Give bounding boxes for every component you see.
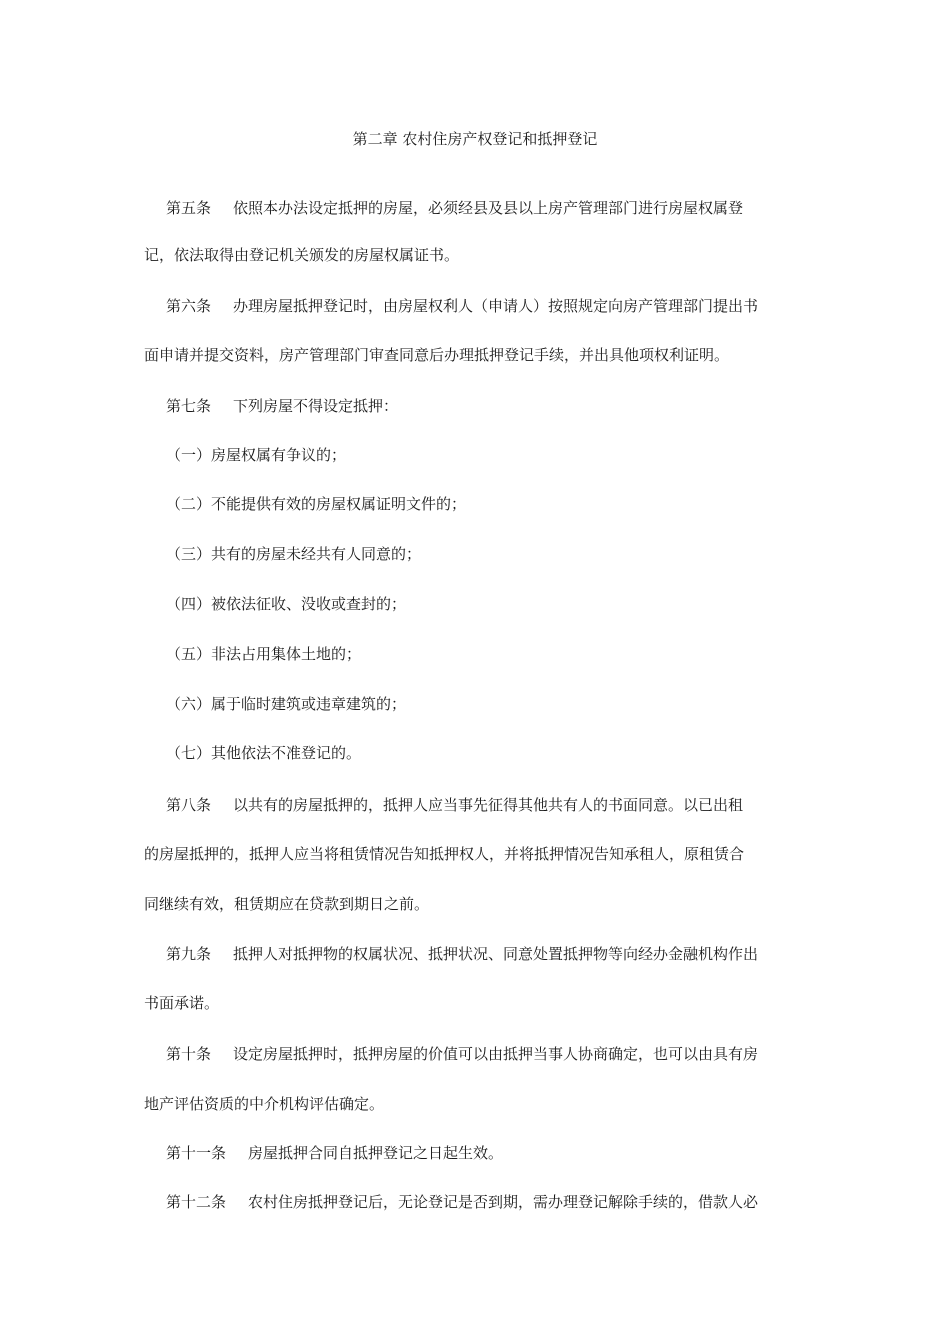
article-label: 第五条	[166, 199, 212, 217]
article-5-line-1	[166, 198, 743, 218]
list-item: （七）其他依法不准登记的。	[166, 744, 362, 762]
article-text: 房屋抵押合同自抵押登记之日起生效。	[248, 1144, 504, 1162]
list-item: （二）不能提供有效的房屋权属证明文件的；	[166, 495, 467, 513]
article-12-line-1	[166, 1192, 758, 1212]
article-10-line-2: 地产评估资质的中介机构评估确定。	[144, 1095, 385, 1113]
article-9-line-1	[166, 944, 758, 964]
article-text: 以共有的房屋抵押的，抵押人应当事先征得其他共有人的书面同意。以已出租	[233, 796, 744, 814]
article-11-line-1	[166, 1143, 503, 1163]
article-9-line-2: 书面承诺。	[144, 994, 220, 1012]
article-label: 第八条	[166, 796, 212, 814]
list-item: （一）房屋权属有争议的；	[166, 446, 347, 464]
article-text: 农村住房抵押登记后，无论登记是否到期，需办理登记解除手续的，借款人必	[248, 1193, 759, 1211]
article-label: 第十二条	[166, 1193, 227, 1211]
article-text: 设定房屋抵押时，抵押房屋的价值可以由抵押当事人协商确定，也可以由具有房	[233, 1045, 759, 1063]
article-text: 抵押人对抵押物的权属状况、抵押状况、同意处置抵押物等向经办金融机构作出	[233, 945, 759, 963]
article-5-line-2: 记，依法取得由登记机关颁发的房屋权属证书。	[144, 246, 460, 264]
article-6-line-1	[166, 296, 758, 316]
article-text: 办理房屋抵押登记时，由房屋权利人（申请人）按照规定向房产管理部门提出书	[233, 297, 759, 315]
article-label: 第七条	[166, 397, 212, 415]
article-10-line-1	[166, 1044, 758, 1064]
article-label: 第六条	[166, 297, 212, 315]
article-label: 第九条	[166, 945, 212, 963]
article-text: 下列房屋不得设定抵押：	[233, 397, 399, 415]
list-item: （五）非法占用集体土地的；	[166, 645, 362, 663]
article-8-line-2: 的房屋抵押的，抵押人应当将租赁情况告知抵押权人，并将抵押情况告知承租人，原租赁合	[144, 845, 745, 863]
article-6-line-2: 面申请并提交资料，房产管理部门审查同意后办理抵押登记手续，并出具他项权利证明。	[144, 346, 730, 364]
article-text: 依照本办法设定抵押的房屋，必须经县及县以上房产管理部门进行房屋权属登	[233, 199, 744, 217]
article-8-line-3: 同继续有效，租赁期应在贷款到期日之前。	[144, 895, 430, 913]
list-item: （六）属于临时建筑或违章建筑的；	[166, 695, 407, 713]
article-7-line-1	[166, 396, 398, 416]
article-label: 第十条	[166, 1045, 212, 1063]
list-item: （四）被依法征收、没收或查封的；	[166, 595, 407, 613]
article-8-line-1	[166, 795, 743, 815]
list-item: （三）共有的房屋未经共有人同意的；	[166, 545, 422, 563]
chapter-title: 第二章 农村住房产权登记和抵押登记	[352, 130, 598, 148]
article-label: 第十一条	[166, 1144, 227, 1162]
